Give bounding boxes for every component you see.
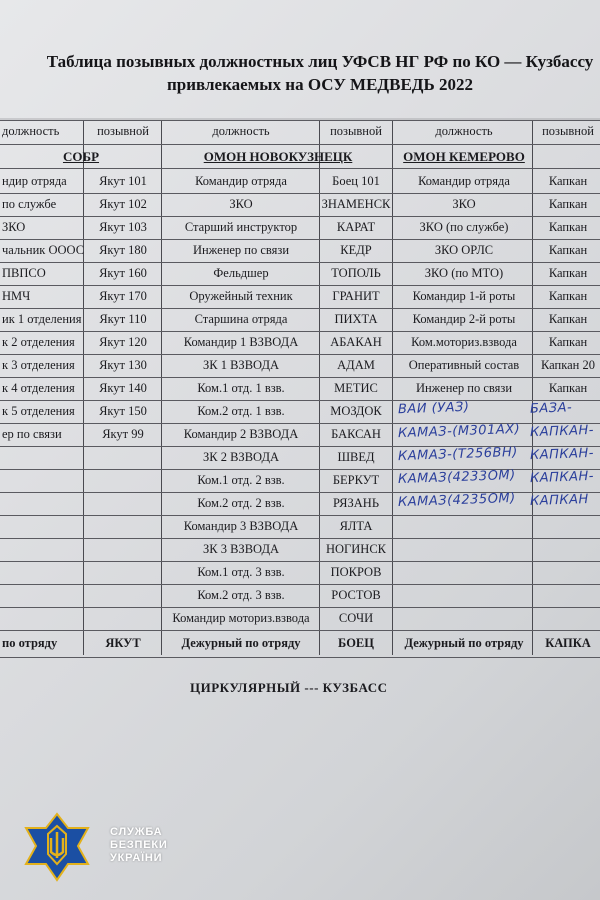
table-row-divider <box>0 657 600 658</box>
footer-cell: БОЕЦ <box>338 636 374 650</box>
table-cell: ндир отряда <box>2 174 67 188</box>
footer-cell: Дежурный по отряду <box>404 636 524 650</box>
handwritten-note: КАПКАН- <box>529 468 595 487</box>
unit-name: ОМОН НОВОКУЗНЕЦК <box>203 149 353 164</box>
table-cell: Капкан <box>548 266 588 280</box>
table-cell: Якут 160 <box>99 266 147 280</box>
handwritten-note: КАПКАН- <box>529 422 595 441</box>
table-cell: АБАКАН <box>330 335 382 349</box>
table-cell: Капкан <box>548 335 588 349</box>
handwritten-note: КАПКАН- <box>529 445 595 464</box>
table-cell: к 2 отделения <box>2 335 75 349</box>
table-cell: Якут 140 <box>99 381 147 395</box>
table-cell: ПОКРОВ <box>330 565 382 579</box>
column-header: позывной <box>542 124 594 138</box>
table-cell: Якут 102 <box>99 197 147 211</box>
table-cell: Якут 170 <box>99 289 147 303</box>
table-cell: Ком.2 отд. 2 взв. <box>197 496 285 510</box>
table-cell: Ком.2 отд. 3 взв. <box>197 588 285 602</box>
table-cell: Оперативный состав <box>408 358 520 372</box>
column-header: позывной <box>330 124 382 138</box>
table-cell: ер по связи <box>2 427 62 441</box>
table-cell: Капкан <box>548 289 588 303</box>
table-cell: чальник ОООС <box>2 243 84 257</box>
table-cell: Ком.2 отд. 1 взв. <box>197 404 285 418</box>
column-header: должность <box>435 124 493 138</box>
handwritten-note: КАМАЗ-(М301АХ) <box>397 421 521 442</box>
sbu-shield-icon <box>20 812 94 882</box>
table-cell: Якут 99 <box>102 427 144 441</box>
table-cell: МЕТИС <box>334 381 378 395</box>
table-cell: АДАМ <box>337 358 375 372</box>
table-cell: БЕРКУТ <box>332 473 380 487</box>
table-cell: Капкан <box>548 312 588 326</box>
column-header: должность <box>2 124 60 138</box>
table-cell: РЯЗАНЬ <box>333 496 379 510</box>
table-cell: КЕДР <box>340 243 372 257</box>
table-cell: Командир 2-й роты <box>412 312 516 326</box>
sbu-line-2: БЕЗПЕКИ <box>110 839 168 851</box>
table-cell: Якут 103 <box>99 220 147 234</box>
footer-cell: Дежурный по отряду <box>181 636 301 650</box>
table-cell: Боец 101 <box>332 174 380 188</box>
table-cell: Командир отряда <box>195 174 287 188</box>
table-cell: ЗКО (по службе) <box>419 220 509 234</box>
document-title <box>0 50 600 96</box>
handwritten-note: ВАИ (УАЗ) <box>397 399 470 418</box>
table-cell: Капкан <box>548 220 588 234</box>
callsign-table <box>0 120 600 660</box>
table-cell: ШВЕД <box>337 450 375 464</box>
title-line-1: Таблица позывных должностных лиц УФСВ НГ РФ по КО — Кузбассу <box>46 52 594 71</box>
table-cell: ПИХТА <box>334 312 378 326</box>
footer-cell: по отряду <box>2 636 58 650</box>
column-header: позывной <box>97 124 149 138</box>
table-cell: Капкан <box>548 243 588 257</box>
handwritten-note: КАПКАН <box>529 491 590 510</box>
table-cell: Командир отряда <box>418 174 510 188</box>
table-cell: Капкан <box>548 381 588 395</box>
table-cell: ПВПСО <box>2 266 46 280</box>
table-cell: ТОПОЛЬ <box>331 266 381 280</box>
handwritten-note: КАМАЗ-(Т256ВН) <box>397 444 519 465</box>
table-cell: Капкан 20 <box>541 358 595 372</box>
handwritten-note: КАМАЗ(4233ОМ) <box>397 467 516 488</box>
table-cell: ЯЛТА <box>339 519 373 533</box>
table-cell: Якут 180 <box>99 243 147 257</box>
table-cell: Фельдшер <box>213 266 269 280</box>
table-cell: Якут 130 <box>99 358 147 372</box>
table-cell: ЗКО ОРЛС <box>434 243 494 257</box>
footer-cell: ЯКУТ <box>105 636 141 650</box>
table-cell: Командир 1-й роты <box>412 289 516 303</box>
sbu-watermark-text <box>110 826 168 865</box>
table-column-divider <box>392 120 393 655</box>
table-cell: Ком.1 отд. 2 взв. <box>197 473 285 487</box>
handwritten-note: БАЗА- <box>529 400 573 417</box>
table-cell: Командир моториз.взвода <box>172 611 310 625</box>
table-cell: ЗК 3 ВЗВОДА <box>203 542 279 556</box>
circular-callsign: ЦИРКУЛЯРНЫЙ --- КУЗБАСС <box>190 680 388 695</box>
table-cell: Инженер по связи <box>192 243 290 257</box>
table-cell: Оружейный техник <box>189 289 293 303</box>
handwritten-note: КАМАЗ(4235ОМ) <box>397 490 516 511</box>
table-cell: Старшина отряда <box>194 312 288 326</box>
table-cell: к 3 отделения <box>2 358 75 372</box>
table-row-divider <box>0 630 600 631</box>
table-row-divider <box>0 168 600 169</box>
unit-name: ОМОН КЕМЕРОВО <box>403 149 525 164</box>
table-cell: КАРАТ <box>336 220 376 234</box>
table-cell: ЗКО <box>229 197 253 211</box>
table-cell: Командир 3 ВЗВОДА <box>183 519 299 533</box>
table-cell: ЗК 2 ВЗВОДА <box>203 450 279 464</box>
table-cell: Старший инструктор <box>184 220 298 234</box>
column-header: должность <box>212 124 270 138</box>
table-cell: Якут 120 <box>99 335 147 349</box>
table-cell: РОСТОВ <box>331 588 381 602</box>
table-cell: БАКСАН <box>331 427 381 441</box>
table-cell: Ком.моториз.взвода <box>411 335 517 349</box>
table-cell: ЗКО <box>2 220 26 234</box>
table-cell: МОЗДОК <box>330 404 382 418</box>
table-cell: Командир 2 ВЗВОДА <box>183 427 299 441</box>
table-cell: НМЧ <box>2 289 31 303</box>
title-line-2: привлекаемых на ОСУ МЕДВЕДЬ 2022 <box>167 75 473 94</box>
table-cell: Якут 150 <box>99 404 147 418</box>
table-cell: Капкан <box>548 197 588 211</box>
table-cell: к 5 отделения <box>2 404 75 418</box>
sbu-line-1: СЛУЖБА <box>110 826 163 838</box>
table-cell: ЗК 1 ВЗВОДА <box>203 358 279 372</box>
table-cell: по службе <box>2 197 57 211</box>
table-cell: ГРАНИТ <box>332 289 380 303</box>
footer-cell: КАПКА <box>545 636 591 650</box>
table-cell: Капкан <box>548 174 588 188</box>
table-cell: ик 1 отделения <box>2 312 82 326</box>
table-cell: Ком.1 отд. 1 взв. <box>197 381 285 395</box>
table-cell: ЗНАМЕНСК <box>321 197 391 211</box>
table-cell: СОЧИ <box>338 611 374 625</box>
table-cell: Ком.1 отд. 3 взв. <box>197 565 285 579</box>
table-cell: Инженер по связи <box>415 381 513 395</box>
table-cell: Якут 110 <box>99 312 147 326</box>
table-cell: Якут 101 <box>99 174 147 188</box>
table-cell: ЗКО <box>452 197 476 211</box>
table-cell: Командир 1 ВЗВОДА <box>183 335 299 349</box>
unit-name: СОБР <box>62 149 100 164</box>
sbu-line-3: УКРАЇНИ <box>110 852 163 864</box>
table-cell: к 4 отделения <box>2 381 75 395</box>
table-cell: ЗКО (по МТО) <box>424 266 504 280</box>
table-cell: НОГИНСК <box>325 542 386 556</box>
